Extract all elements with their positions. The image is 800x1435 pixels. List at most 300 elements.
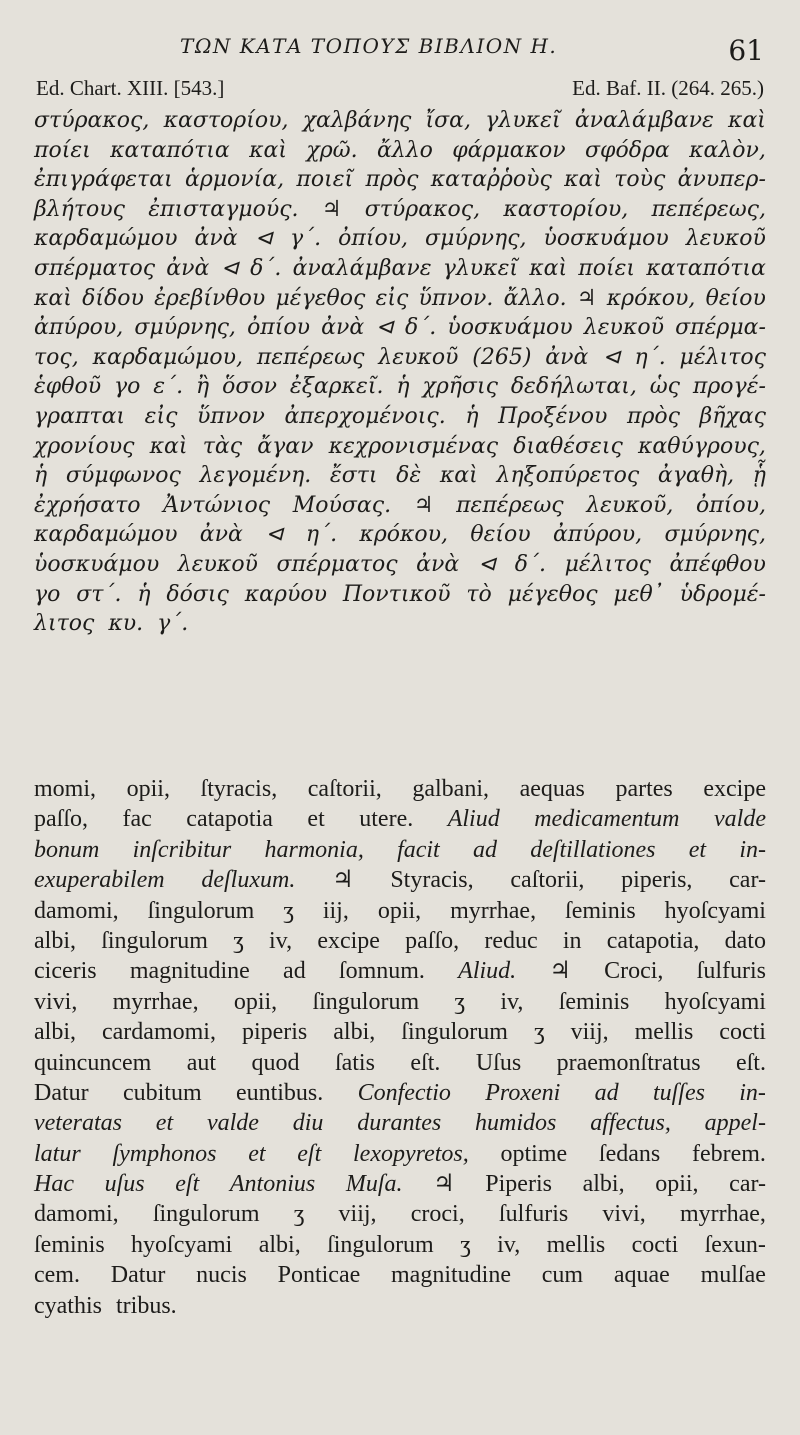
latin-text-word: ſingulorum xyxy=(312,988,420,1015)
greek-text-word: σπέρματος xyxy=(276,551,398,577)
greek-text-word: ἀνυπερ- xyxy=(677,167,766,193)
greek-text-word: ποίει xyxy=(34,137,91,163)
latin-text-word: opii, xyxy=(377,897,422,924)
latin-text-word: hyoſcyami xyxy=(131,1231,233,1258)
greek-text-word: Μούσας. xyxy=(292,492,392,518)
greek-text-word: ⊲ xyxy=(254,226,273,252)
greek-text-word: σύμφωνος xyxy=(65,463,181,489)
greek-text-word: Προξένου xyxy=(498,403,608,429)
greek-text-word: τὰς xyxy=(202,433,243,459)
greek-text-word: κρόκου, xyxy=(606,285,696,311)
greek-text-word: βῆχας xyxy=(699,403,766,429)
greek-text-line xyxy=(34,343,766,373)
latin-text-word: Aliud. xyxy=(458,958,517,985)
latin-text-word: ſedans xyxy=(598,1140,661,1167)
latin-text-word: ʒ xyxy=(283,897,294,924)
latin-text-word: deſtillationes xyxy=(530,836,656,863)
greek-text-word: ἡ xyxy=(34,463,48,489)
greek-text-word: καὶ xyxy=(529,255,568,281)
greek-text-word: ♃ xyxy=(413,492,434,518)
greek-text-word: Ἀντώνιος xyxy=(163,492,271,518)
latin-text-word: reduc xyxy=(484,927,538,954)
greek-text-word: λευκοῦ xyxy=(583,315,664,341)
greek-text-word: καθύγρους, xyxy=(638,433,766,459)
latin-text-word: opii, xyxy=(655,1171,699,1198)
latin-text-word: viij, xyxy=(338,1201,377,1228)
greek-text-word: ἀνὰ xyxy=(194,226,238,252)
latin-text-word: praemonſtratus xyxy=(556,1049,701,1076)
latin-text-line xyxy=(34,1048,766,1078)
greek-text-word: γ΄. xyxy=(157,611,189,637)
latin-text-line xyxy=(34,1291,766,1321)
latin-text-word: hyoſcyami xyxy=(664,988,766,1015)
latin-text-word: euntibus. xyxy=(235,1079,324,1106)
latin-text-word: ſomnum. xyxy=(338,958,425,985)
greek-text-word: φάρμακον xyxy=(452,137,566,163)
latin-text-word: car- xyxy=(729,867,766,894)
greek-text-word: πεπέρεως, xyxy=(651,196,766,222)
greek-text-word: καὶ xyxy=(149,433,188,459)
running-head xyxy=(0,30,800,66)
greek-text-word: χαλβάνης xyxy=(302,108,412,133)
greek-text-word: σφόδρα xyxy=(585,137,670,163)
latin-text-word: ʒ xyxy=(233,927,244,954)
latin-text-word: medicamentum xyxy=(534,806,680,833)
latin-text-word: et xyxy=(248,1140,266,1167)
greek-text-word: σμύρνης, xyxy=(664,522,766,548)
greek-text-word: ὑοσκυάμου xyxy=(543,226,669,252)
greek-text-word: ἄγαν xyxy=(257,433,314,459)
latin-text-word: valde xyxy=(206,1110,259,1137)
latin-text-word: ſeminis xyxy=(34,1231,105,1258)
greek-text-word: πρὸς xyxy=(365,167,419,193)
latin-text-word: bonum xyxy=(34,836,100,863)
greek-text-word: ὑοσκυάμου xyxy=(447,315,573,341)
greek-text-line xyxy=(34,550,766,580)
latin-text-line xyxy=(34,896,766,926)
greek-text-word: ποίει xyxy=(578,255,636,281)
greek-text-word: γ΄. xyxy=(289,226,322,252)
latin-text-word: iv, xyxy=(497,1231,521,1258)
latin-text-word: ſexun- xyxy=(704,1231,766,1258)
greek-text-word: ὀπίου, xyxy=(338,226,409,252)
greek-text-line xyxy=(34,432,766,462)
greek-text-word: καστορίου, xyxy=(163,108,289,133)
latin-text-word: iv, xyxy=(500,988,524,1015)
latin-text-line xyxy=(34,1078,766,1108)
greek-text-word: λιτος xyxy=(34,611,95,637)
latin-text-line xyxy=(34,1139,766,1169)
greek-text-word: καὶ xyxy=(249,137,288,163)
greek-text-word: δίδου xyxy=(82,285,144,311)
latin-text-word: mulſae xyxy=(700,1262,766,1289)
greek-text-word: ᾗ xyxy=(752,463,766,489)
latin-text-word: ad xyxy=(472,836,497,863)
greek-text-word: λευκοῦ, xyxy=(586,492,674,518)
greek-text-word: καὶ xyxy=(564,167,602,193)
greek-text-word: βλήτους xyxy=(34,196,125,222)
greek-text-word: ποιεῖ xyxy=(296,167,354,193)
latin-text-word: Uſus xyxy=(475,1049,522,1076)
latin-text-word: partes xyxy=(615,776,673,802)
greek-text-word: ἀγαθὴ, xyxy=(657,463,735,489)
latin-text-word: et xyxy=(307,806,325,833)
greek-text-word: μέλιτος xyxy=(679,344,766,370)
greek-text-line xyxy=(34,402,766,432)
greek-text-word: τὸ xyxy=(466,581,492,607)
greek-text-line xyxy=(34,195,766,225)
latin-text-word: latur xyxy=(34,1140,81,1167)
latin-text-word: tuſſes xyxy=(652,1079,705,1106)
latin-text-word: inſcribitur xyxy=(132,836,232,863)
greek-text-word: μέγεθος xyxy=(507,581,598,607)
greek-text-word: καταῤῥοὺς xyxy=(430,167,552,193)
greek-text-word: ἡ xyxy=(465,403,479,429)
greek-text-word: πεπέρεως xyxy=(456,492,564,518)
greek-text-word: η΄. xyxy=(634,344,666,370)
latin-text-word: ſymphonos xyxy=(112,1140,217,1167)
latin-text-word: hyoſcyami xyxy=(664,897,766,924)
greek-text-word: εἰς xyxy=(375,285,409,311)
latin-text-word: damomi, xyxy=(34,897,119,924)
latin-text-word: deſluxum. xyxy=(201,867,296,894)
greek-text-word: θείου xyxy=(470,522,531,548)
greek-text-word: ὀπίου, xyxy=(696,492,766,518)
greek-text-word: ὕπνον. xyxy=(418,285,494,311)
latin-text-word: ſingulorum xyxy=(401,1019,508,1046)
greek-text-word: καρδαμώμου, xyxy=(92,344,244,370)
greek-text-word: ἀπερχομένοις. xyxy=(284,403,446,429)
latin-text-word: eſt xyxy=(175,1171,200,1198)
greek-text-line xyxy=(34,313,766,343)
greek-text-word: ἀνὰ xyxy=(321,315,365,341)
latin-text-word: nucis xyxy=(196,1262,247,1289)
latin-text-word: ciceris xyxy=(34,958,97,985)
greek-text-word: ἐχρήσατο xyxy=(34,492,141,518)
greek-text-block xyxy=(34,106,766,639)
greek-text-word: στύρακος, xyxy=(34,108,150,133)
latin-text-word: et xyxy=(688,836,707,863)
greek-text-word: δ΄. xyxy=(250,255,282,281)
greek-text-word: λευκοῦ xyxy=(685,226,766,252)
latin-text-word: cem. xyxy=(34,1262,80,1289)
greek-text-word: γλυκεῖ xyxy=(485,108,561,133)
latin-text-word: cocti xyxy=(719,1019,766,1046)
latin-text-word: albi, xyxy=(34,927,76,954)
greek-text-word: ἀναλάμβανε xyxy=(292,255,432,281)
greek-text-word: σμύρνης, xyxy=(425,226,527,252)
latin-text-word: caſtorii, xyxy=(510,867,585,894)
latin-text-word: ſingulorum xyxy=(101,927,208,954)
latin-text-line xyxy=(34,1199,766,1229)
greek-text-word: καὶ xyxy=(439,463,478,489)
greek-text-word: ὑοσκυάμου xyxy=(34,551,160,577)
latin-text-word: durantes xyxy=(357,1110,442,1137)
greek-text-word: ἄλλο xyxy=(376,137,433,163)
greek-text-word: η΄. xyxy=(305,522,338,548)
latin-text-word: opii, xyxy=(126,776,170,802)
latin-text-word: croci, xyxy=(410,1201,465,1228)
latin-text-word: myrrhae, xyxy=(679,1201,766,1228)
latin-text-word: ♃ xyxy=(549,958,571,985)
latin-text-word: valde xyxy=(714,806,766,833)
page-number: 61 xyxy=(728,34,764,67)
greek-text-word: κρόκου, xyxy=(359,522,449,548)
latin-text-word: ſeminis xyxy=(565,897,636,924)
latin-text-word: Aliud xyxy=(447,806,500,833)
latin-text-word: paſſo, xyxy=(34,806,88,833)
greek-text-word: σπέρματος xyxy=(34,255,156,281)
greek-text-word: ⊲ xyxy=(477,551,497,577)
greek-text-word: ἢ xyxy=(196,374,210,400)
latin-text-word: aequas xyxy=(519,776,585,802)
latin-text-word: uſus xyxy=(104,1171,145,1198)
greek-text-word: ἐξαρκεῖ. xyxy=(289,374,384,400)
greek-text-line xyxy=(34,609,766,639)
greek-text-line xyxy=(34,284,766,314)
latin-text-word: galbani, xyxy=(412,776,489,802)
greek-text-word: δεδήλωται, xyxy=(510,374,637,400)
greek-text-word: ἀπύρου, xyxy=(34,315,124,341)
latin-text-word: facit xyxy=(397,836,440,863)
greek-text-word: καταπότια xyxy=(110,137,230,163)
greek-text-word: ἔστι xyxy=(329,463,378,489)
latin-text-word: eſt. xyxy=(735,1049,766,1076)
greek-text-word: (265) xyxy=(472,344,532,370)
latin-text-word: Piperis xyxy=(485,1171,552,1198)
latin-text-word: dato xyxy=(724,927,766,954)
latin-text-word: quod xyxy=(251,1049,300,1076)
latin-text-word: damomi, xyxy=(34,1201,119,1228)
greek-text-word: ἁρμονία, xyxy=(184,167,285,193)
latin-text-word: Confectio xyxy=(357,1079,451,1106)
greek-text-line xyxy=(34,372,766,402)
latin-text-word: ♃ xyxy=(433,1171,455,1198)
latin-text-word: momi, xyxy=(34,776,97,802)
latin-text-word: ʒ xyxy=(533,1019,545,1046)
latin-text-word: cubitum xyxy=(122,1079,202,1106)
latin-text-line xyxy=(34,1260,766,1290)
greek-text-word: ♃ xyxy=(576,285,597,311)
latin-text-word: et xyxy=(155,1110,174,1137)
latin-text-line xyxy=(34,926,766,956)
greek-text-word: γλυκεῖ xyxy=(442,255,519,281)
latin-text-word: quincuncem xyxy=(34,1049,152,1076)
latin-text-line xyxy=(34,865,766,895)
latin-text-word: iij, xyxy=(322,897,349,924)
latin-text-word: car- xyxy=(729,1171,766,1198)
latin-text-word: mellis xyxy=(634,1019,694,1046)
greek-text-word: καρδαμώμου xyxy=(34,522,178,548)
latin-text-line xyxy=(34,1169,766,1199)
latin-text-word: veteratas xyxy=(34,1110,122,1137)
edition-reference-line xyxy=(36,76,764,104)
latin-text-word: febrem. xyxy=(691,1140,766,1167)
running-title: ΤΩΝ ΚΑΤΑ ΤΟΠΟΥΣ ΒΙΒΛΙΟΝ Η. xyxy=(180,34,558,58)
latin-text-word: Datur xyxy=(110,1262,166,1289)
greek-text-line xyxy=(34,224,766,254)
greek-text-line xyxy=(34,136,766,166)
latin-text-line xyxy=(34,804,766,834)
latin-text-word: magnitudine xyxy=(391,1262,511,1289)
greek-text-word: σμύρνης, xyxy=(134,315,236,341)
greek-text-word: ὡς xyxy=(649,374,680,400)
latin-text-word: piperis, xyxy=(621,867,693,894)
latin-text-line xyxy=(34,1230,766,1260)
greek-text-word: κεχρονισμένας xyxy=(328,433,499,459)
greek-text-word: ἀπέφθου xyxy=(669,551,766,577)
greek-text-word: πρὸς xyxy=(626,403,680,429)
greek-text-word: Ποντικοῦ xyxy=(342,581,451,607)
latin-text-word: myrrhae, xyxy=(450,897,537,924)
greek-text-word: καρδαμώμου xyxy=(34,226,178,252)
greek-text-word: ἀναλάμβανε xyxy=(574,108,714,133)
greek-text-word: τος, xyxy=(34,344,79,370)
greek-text-word: ὕπνον xyxy=(197,403,265,429)
latin-text-word: ♃ xyxy=(332,867,354,894)
greek-text-word: γραπται xyxy=(34,403,126,429)
latin-text-word: ſulfuris xyxy=(498,1201,569,1228)
latin-text-word: in xyxy=(562,927,582,954)
latin-text-word: caſtorii, xyxy=(307,776,382,802)
greek-text-word: προγέ- xyxy=(692,374,766,400)
greek-text-word: καὶ xyxy=(728,108,766,133)
greek-text-word: καὶ xyxy=(34,285,72,311)
greek-text-word: ⊲ xyxy=(220,255,239,281)
latin-text-word: mellis xyxy=(546,1231,606,1258)
latin-text-word: aquae xyxy=(613,1262,670,1289)
latin-text-word: fac xyxy=(122,806,152,833)
greek-text-word: χρονίους xyxy=(34,433,135,459)
latin-text-word: utere. xyxy=(359,806,414,833)
latin-text-word: cyathis xyxy=(34,1292,102,1319)
latin-text-word: iv, xyxy=(268,927,293,954)
latin-text-word: magnitudine xyxy=(129,958,250,985)
latin-text-word: ſingulorum xyxy=(327,1231,434,1258)
latin-text-word: excipe xyxy=(317,927,380,954)
latin-text-word: appel- xyxy=(704,1110,766,1137)
greek-text-word: ἑφθοῦ xyxy=(34,374,102,400)
latin-text-word: tribus. xyxy=(115,1292,177,1319)
latin-text-word: albi, xyxy=(582,1171,625,1198)
latin-text-word: optime xyxy=(500,1140,568,1167)
greek-text-word: μεθ᾽ xyxy=(613,581,664,607)
greek-text-word: μέλιτος xyxy=(564,551,651,577)
latin-text-word: aut xyxy=(186,1049,217,1076)
greek-text-word: στ΄. xyxy=(76,581,122,607)
greek-text-word: λευκοῦ xyxy=(177,551,258,577)
latin-text-word: Datur xyxy=(34,1079,89,1106)
latin-text-word: viij, xyxy=(570,1019,609,1046)
latin-text-word: Muſa. xyxy=(345,1171,403,1198)
latin-text-word: opii, xyxy=(233,988,278,1015)
latin-text-word: ſulfuris xyxy=(696,958,766,985)
latin-text-word: vivi, xyxy=(34,988,78,1015)
latin-text-word: ſtyracis, xyxy=(200,776,278,802)
greek-text-word: ♃ xyxy=(321,196,342,222)
greek-text-word: στύρακος, xyxy=(364,196,481,222)
edition-reference-left: Ed. Chart. XIII. [543.] xyxy=(36,76,225,100)
latin-text-word: harmonia, xyxy=(264,836,364,863)
greek-text-line xyxy=(34,461,766,491)
latin-text-word: Antonius xyxy=(229,1171,316,1198)
latin-text-line xyxy=(34,1017,766,1047)
greek-text-word: δὲ xyxy=(396,463,422,489)
latin-text-word: albi, xyxy=(258,1231,301,1258)
latin-text-word: lexopyretos, xyxy=(353,1140,469,1167)
latin-text-word: in- xyxy=(739,1079,766,1106)
greek-text-word: λεγομένη. xyxy=(199,463,312,489)
latin-text-block xyxy=(34,774,766,1321)
latin-text-word: Hac xyxy=(34,1171,74,1198)
greek-text-word: θείου xyxy=(705,285,766,311)
greek-text-word: ἀνὰ xyxy=(166,255,210,281)
greek-text-word: κυ. xyxy=(108,611,144,637)
greek-text-word: χρῶ. xyxy=(306,137,358,163)
edition-reference-right: Ed. Baf. II. (264. 265.) xyxy=(572,76,764,100)
greek-text-word: ἴσα, xyxy=(425,108,472,133)
greek-text-word: ὅσον xyxy=(222,374,277,400)
greek-text-word: ε΄. xyxy=(153,374,184,400)
latin-text-word: ſingulorum xyxy=(152,1201,260,1228)
latin-text-word: Croci, xyxy=(604,958,664,985)
greek-text-word: ἄλλο. xyxy=(503,285,567,311)
greek-text-line xyxy=(34,520,766,550)
latin-text-word: cardamomi, xyxy=(102,1019,216,1046)
latin-text-word: ad xyxy=(283,958,306,985)
latin-text-word: catapotia, xyxy=(606,927,700,954)
latin-text-word: eſt. xyxy=(410,1049,441,1076)
greek-text-word: χρῆσις xyxy=(422,374,498,400)
latin-text-word: ſeminis xyxy=(558,988,630,1015)
greek-text-word: ἀνὰ xyxy=(545,344,589,370)
greek-text-word: καρύου xyxy=(244,581,327,607)
latin-text-word: ſingulorum xyxy=(147,897,255,924)
greek-text-word: ἀνὰ xyxy=(199,522,243,548)
greek-text-word: ⊲ xyxy=(265,522,284,548)
latin-text-word: exuperabilem xyxy=(34,867,165,894)
greek-text-word: ἐπισταγμούς. xyxy=(148,196,299,222)
greek-text-word: ἡ xyxy=(396,374,410,400)
greek-text-word: γο xyxy=(113,374,141,400)
greek-text-word: καλὸν, xyxy=(689,137,766,163)
latin-text-line xyxy=(34,956,766,986)
latin-text-word: ʒ xyxy=(454,988,466,1015)
greek-text-word: γο xyxy=(34,581,61,607)
latin-text-word: cocti xyxy=(631,1231,679,1258)
latin-text-word: diu xyxy=(292,1110,324,1137)
greek-text-word: δ΄. xyxy=(514,551,547,577)
greek-text-word: δ΄. xyxy=(405,315,437,341)
greek-text-word: ⊲ xyxy=(602,344,621,370)
greek-text-line xyxy=(34,106,766,136)
latin-text-word: eſt xyxy=(297,1140,322,1167)
greek-text-word: δόσις xyxy=(166,581,229,607)
latin-text-word: ʒ xyxy=(293,1201,305,1228)
greek-text-word: πεπέρεως xyxy=(256,344,365,370)
latin-text-word: myrrhae, xyxy=(112,988,199,1015)
latin-text-line xyxy=(34,835,766,865)
latin-text-line xyxy=(34,774,766,804)
latin-text-word: vivi, xyxy=(602,1201,646,1228)
greek-text-word: εἰς xyxy=(144,403,178,429)
greek-text-word: ληξοπύρετος xyxy=(496,463,640,489)
latin-text-word: piperis xyxy=(241,1019,308,1046)
latin-text-word: paſſo, xyxy=(405,927,460,954)
latin-text-word: ſatis xyxy=(334,1049,375,1076)
greek-text-word: ἀνὰ xyxy=(416,551,460,577)
greek-text-word: ἡ xyxy=(137,581,151,607)
